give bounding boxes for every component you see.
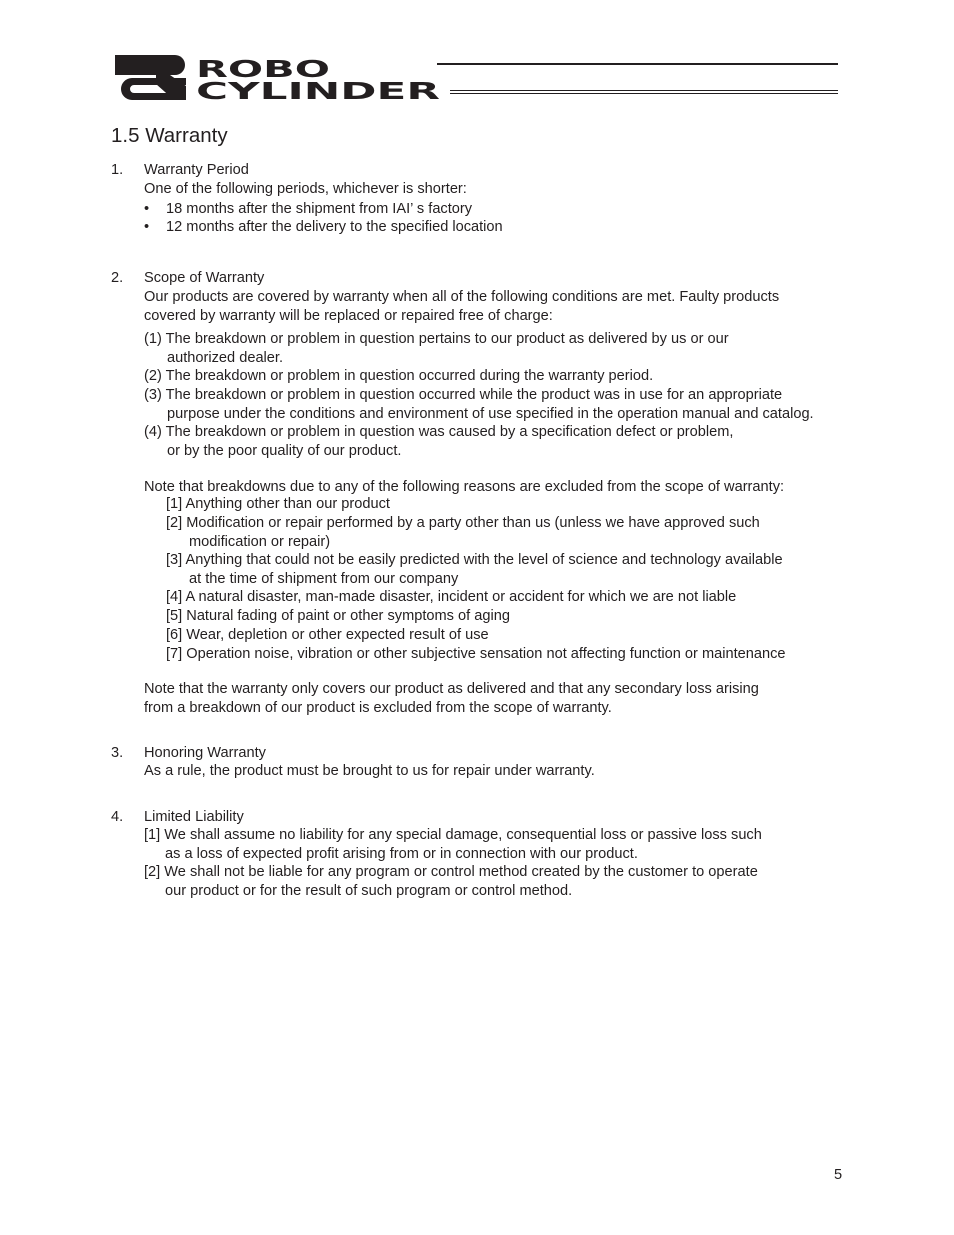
header-rule-top (437, 63, 838, 65)
logo-word-robo: ROBO (196, 57, 330, 83)
section-heading: Warranty Period (144, 162, 249, 178)
exclusion-item: [7] Operation noise, vibration or other subjective sensation not affecting function or maintenance (166, 646, 786, 662)
paragraph: Note that the warranty only covers our product as delivered and that any secondary loss arising (144, 681, 759, 697)
exclusion-item: [5] Natural fading of paint or other symptoms of aging (166, 608, 510, 624)
section-number: 2. (111, 270, 124, 286)
bullet-item: 18 months after the shipment from IAI’ s factory (166, 201, 473, 217)
exclusion-item: [1] Anything other than our product (166, 496, 390, 512)
paragraph: Our products are covered by warranty when all of the following conditions are met. Faulty products (144, 289, 780, 305)
liability-item: [2] We shall not be liable for any program or control method created by the customer to operate (144, 864, 758, 880)
paragraph: from a breakdown of our product is excluded from the scope of warranty. (144, 700, 612, 716)
paragraph: As a rule, the product must be brought to us for repair under warranty. (144, 763, 595, 779)
condition-item-continued: authorized dealer. (167, 350, 284, 366)
paragraph: covered by warranty will be replaced or repaired free of charge: (144, 308, 553, 324)
section-title: 1.5 Warranty (111, 124, 228, 147)
paragraph: One of the following periods, whichever is shorter: (144, 181, 467, 197)
exclusion-item: [6] Wear, depletion or other expected result of use (166, 627, 489, 643)
condition-item-continued: or by the poor quality of our product. (167, 443, 402, 459)
section-heading: Scope of Warranty (144, 270, 265, 286)
paragraph: Note that breakdowns due to any of the following reasons are excluded from the scope of warranty: (144, 479, 785, 495)
bullet-icon: • (144, 219, 150, 235)
exclusion-item: [3] Anything that could not be easily predicted with the level of science and technology available (166, 552, 783, 568)
header-rule-double-b (450, 93, 838, 94)
section-heading: Limited Liability (144, 809, 244, 825)
condition-item: (4) The breakdown or problem in question was caused by a specification defect or problem, (144, 424, 734, 440)
header-rule-double-a (450, 90, 838, 91)
liability-item-continued: our product or for the result of such program or control method. (165, 883, 573, 899)
exclusion-item-continued: modification or repair) (189, 534, 331, 550)
page-number: 5 (834, 1167, 843, 1183)
exclusion-item: [2] Modification or repair performed by a party other than us (unless we have approved such (166, 515, 760, 531)
liability-item: [1] We shall assume no liability for any special damage, consequential loss or passive loss such (144, 827, 762, 843)
section-heading: Honoring Warranty (144, 745, 266, 761)
logo-word-cylinder: CYLINDER (196, 79, 441, 104)
robo-cylinder-logo (112, 52, 442, 104)
section-number: 1. (111, 162, 124, 178)
bullet-item: 12 months after the delivery to the specified location (166, 219, 503, 235)
exclusion-item-continued: at the time of shipment from our company (189, 571, 459, 587)
liability-item-continued: as a loss of expected profit arising from or in connection with our product. (165, 846, 638, 862)
condition-item-continued: purpose under the conditions and environment of use specified in the operation manual and catalog. (167, 406, 814, 422)
section-number: 3. (111, 745, 124, 761)
bullet-icon: • (144, 201, 150, 217)
condition-item: (2) The breakdown or problem in question occurred during the warranty period. (144, 368, 654, 384)
exclusion-item: [4] A natural disaster, man-made disaster, incident or accident for which we are not liable (166, 589, 737, 605)
condition-item: (3) The breakdown or problem in question occurred while the product was in use for an appropriate (144, 387, 783, 403)
condition-item: (1) The breakdown or problem in question pertains to our product as delivered by us or our (144, 331, 729, 347)
section-number: 4. (111, 809, 124, 825)
